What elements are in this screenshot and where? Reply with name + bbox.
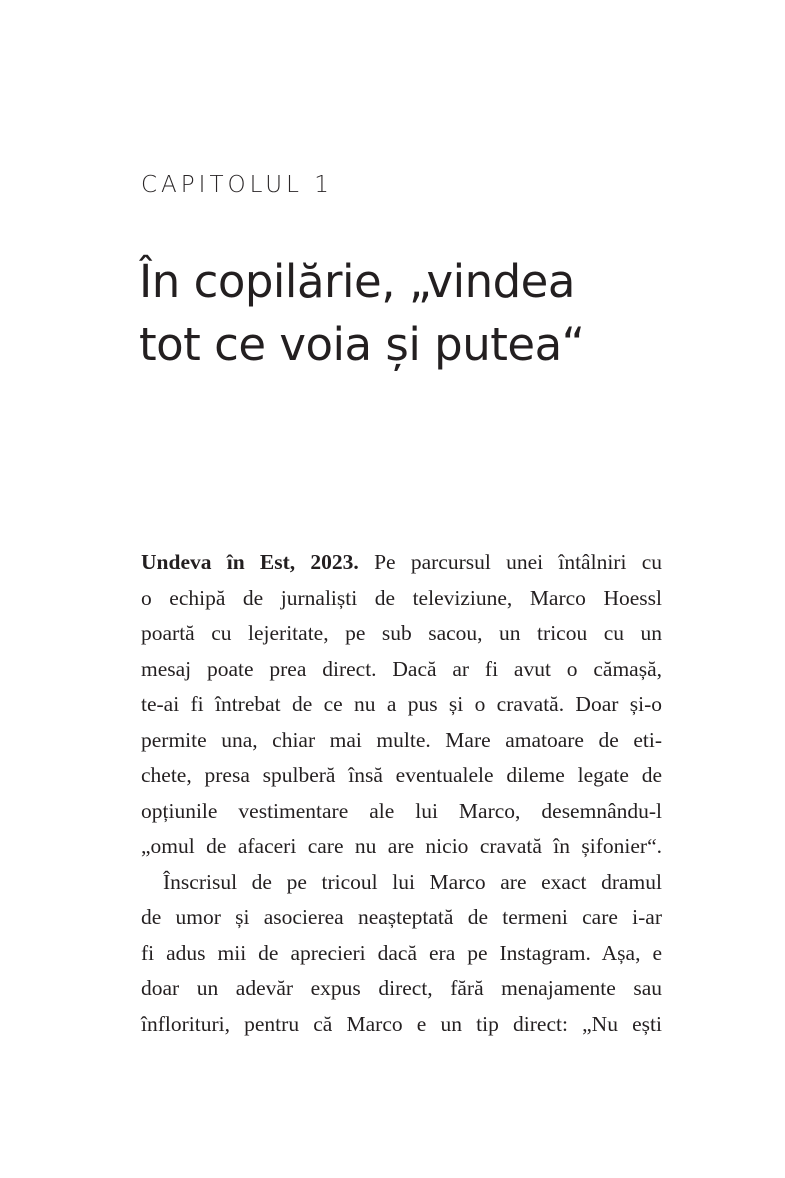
text-line: poartă cu lejeritate, pe sub sacou, un tricou cu un (141, 621, 662, 645)
chapter-title (139, 250, 584, 376)
text-line: de umor și asocierea neașteptată de termeni care i-ar (141, 905, 662, 929)
text-line: o echipă de jurnaliști de televiziune, Marco Hoessl (141, 585, 662, 610)
text-line: opțiunile vestimentare ale lui Marco, desemnându-l (141, 798, 662, 823)
text-fragment: Pe parcursul unei întâlniri cu (358, 550, 662, 574)
text-line: te-ai fi întrebat de ce nu a pus și o cravată. Doar și-o (141, 692, 662, 716)
text-line: „omul de afaceri care nu are nicio cravată în șifonier“. (141, 834, 662, 858)
paragraph-2 (141, 865, 662, 1043)
text-line: doar un adevăr expus direct, fără menajamente sau (141, 976, 662, 1000)
chapter-title-line: tot ce voia și putea“ (139, 318, 585, 371)
text-line: permite una, chiar mai multe. Mare amatoare de eti- (141, 727, 662, 752)
text-line: fi adus mii de aprecieri dacă era pe Instagram. Așa, e (141, 940, 662, 965)
body-text (141, 545, 662, 1042)
chapter-title-line: În copilărie, „vindea (139, 255, 575, 308)
paragraph-1 (141, 545, 662, 865)
text-line: Înscrisul de pe tricoul lui Marco are exact dramul (163, 869, 662, 894)
chapter-label: CAPITOLUL 1 (141, 172, 333, 198)
text-line: înflorituri, pentru că Marco e un tip direct: „Nu ești (141, 1011, 662, 1036)
text-line: chete, presa spulberă însă eventualele dileme legate de (141, 763, 662, 787)
text-line (141, 545, 662, 581)
text-line: mesaj poate prea direct. Dacă ar fi avut o cămașă, (141, 656, 662, 681)
paragraph-lead: Undeva în Est, 2023. (141, 550, 359, 574)
